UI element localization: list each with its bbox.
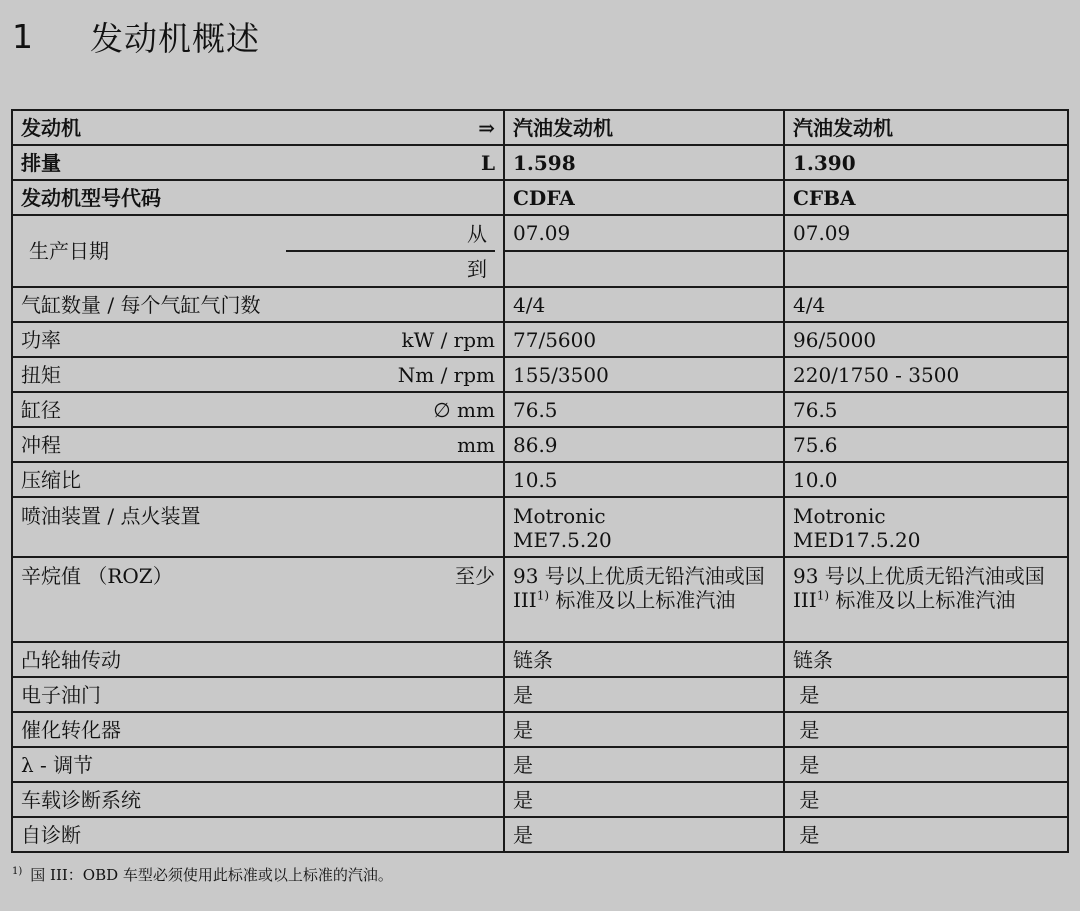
value-cell: 76.5: [504, 392, 784, 427]
table-row: [12, 287, 1068, 322]
unit-label: mm: [457, 432, 495, 457]
label-cell: [12, 392, 504, 427]
value-cell: 10.0: [784, 462, 1068, 497]
label-cell: 电子油门: [12, 677, 504, 712]
value-cell: 是: [784, 782, 1068, 817]
value-cell: [504, 557, 784, 642]
page-title: [12, 14, 260, 58]
row-label: 发动机型号代码: [21, 185, 161, 210]
value-line: MED17.5.20: [793, 528, 921, 552]
table-row: [12, 642, 1068, 677]
value-cell: 76.5: [784, 392, 1068, 427]
table-row: [12, 322, 1068, 357]
label-cell: [12, 110, 504, 145]
value-cell: CFBA: [784, 180, 1068, 215]
table-row: [12, 180, 1068, 215]
unit-label: kW / rpm: [401, 327, 495, 352]
value-cell: 链条: [504, 642, 784, 677]
value-cell: 1.598: [504, 145, 784, 180]
value-cell: 77/5600: [504, 322, 784, 357]
label-cell: λ - 调节: [12, 747, 504, 782]
value-cell: 是: [784, 817, 1068, 852]
table-row: [12, 215, 1068, 251]
diameter-icon: ∅ mm: [433, 397, 495, 422]
value-text: 93 号以上优质无铅汽油或国 III: [513, 564, 765, 612]
from-label: 从: [467, 221, 487, 246]
table-row: [12, 357, 1068, 392]
value-cell: CDFA: [504, 180, 784, 215]
label-cell: 催化转化器: [12, 712, 504, 747]
value-cell: 是: [504, 747, 784, 782]
arrow-icon: ⇒: [478, 115, 495, 140]
row-label: 压缩比: [21, 467, 81, 492]
row-label: 扭矩: [21, 362, 61, 387]
table-row: [12, 427, 1068, 462]
table-row: [12, 712, 1068, 747]
value-cell: 是: [784, 712, 1068, 747]
value-cell: 96/5000: [784, 322, 1068, 357]
row-label: 气缸数量 / 每个气缸气门数: [21, 292, 261, 317]
label-cell: 自诊断: [12, 817, 504, 852]
engine-spec-table: [11, 109, 1069, 853]
value-cell: 07.09: [784, 215, 1068, 251]
label-cell: [12, 557, 504, 642]
value-cell: [784, 251, 1068, 287]
footnote-marker: 1): [12, 866, 23, 877]
table-row: [12, 497, 1068, 557]
value-line: Motronic: [793, 504, 886, 528]
row-label: 冲程: [21, 432, 61, 457]
label-cell: [12, 180, 504, 215]
unit-label: Nm / rpm: [397, 362, 495, 387]
value-cell: 4/4: [504, 287, 784, 322]
table-row: [12, 145, 1068, 180]
label-cell: [12, 357, 504, 392]
row-label: 功率: [21, 327, 61, 352]
label-cell: [12, 287, 504, 322]
table-row: [12, 462, 1068, 497]
unit-label: L: [480, 150, 495, 175]
row-label: 排量: [21, 150, 61, 175]
value-cell: [784, 497, 1068, 557]
value-cell: 是: [504, 782, 784, 817]
table-row: [12, 747, 1068, 782]
value-cell: 是: [784, 747, 1068, 782]
label-cell: [12, 427, 504, 462]
row-label: 辛烷值 （ROZ）: [21, 564, 173, 588]
table-row: [12, 557, 1068, 642]
row-label: 缸径: [21, 397, 61, 422]
value-cell: 75.6: [784, 427, 1068, 462]
value-cell: 4/4: [784, 287, 1068, 322]
production-date-cell: [12, 215, 504, 287]
value-cell: 07.09: [504, 215, 784, 251]
divider: [286, 250, 495, 252]
section-number: 1: [12, 16, 34, 56]
value-cell: 汽油发动机: [504, 110, 784, 145]
label-cell: 喷油装置 / 点火装置: [12, 497, 504, 557]
label-cell: 车载诊断系统: [12, 782, 504, 817]
value-cell: 是: [504, 817, 784, 852]
table-row: [12, 392, 1068, 427]
footnote: [12, 864, 393, 885]
row-label: 生产日期: [29, 239, 109, 263]
value-cell: 10.5: [504, 462, 784, 497]
value-cell: 汽油发动机: [784, 110, 1068, 145]
row-label: 发动机: [21, 115, 81, 140]
value-cell: 220/1750 - 3500: [784, 357, 1068, 392]
label-cell: 凸轮轴传动: [12, 642, 504, 677]
value-cell: 1.390: [784, 145, 1068, 180]
value-cell: [504, 497, 784, 557]
value-cell: [504, 251, 784, 287]
value-text: 标准及以上标准汽油: [829, 588, 1016, 612]
value-line: Motronic: [513, 504, 606, 528]
to-label: 到: [467, 256, 487, 281]
value-cell: 是: [504, 677, 784, 712]
label-cell: [12, 145, 504, 180]
section-title: 发动机概述: [90, 18, 260, 58]
table-row: [12, 677, 1068, 712]
table-row: [12, 782, 1068, 817]
value-text: 93 号以上优质无铅汽油或国 III: [793, 564, 1045, 612]
label-cell: [12, 322, 504, 357]
table-row: [12, 817, 1068, 852]
unit-label: 至少: [455, 564, 495, 588]
table-row: [12, 110, 1068, 145]
footnote-ref: 1): [816, 588, 830, 603]
value-cell: 155/3500: [504, 357, 784, 392]
label-cell: [12, 462, 504, 497]
value-cell: 86.9: [504, 427, 784, 462]
value-cell: 是: [784, 677, 1068, 712]
footnote-text: 国 III：OBD 车型必须使用此标准或以上标准的汽油。: [30, 866, 393, 884]
value-text: 标准及以上标准汽油: [549, 588, 736, 612]
value-cell: 链条: [784, 642, 1068, 677]
value-cell: 是: [504, 712, 784, 747]
footnote-ref: 1): [536, 588, 550, 603]
value-line: ME7.5.20: [513, 528, 612, 552]
value-cell: [784, 557, 1068, 642]
